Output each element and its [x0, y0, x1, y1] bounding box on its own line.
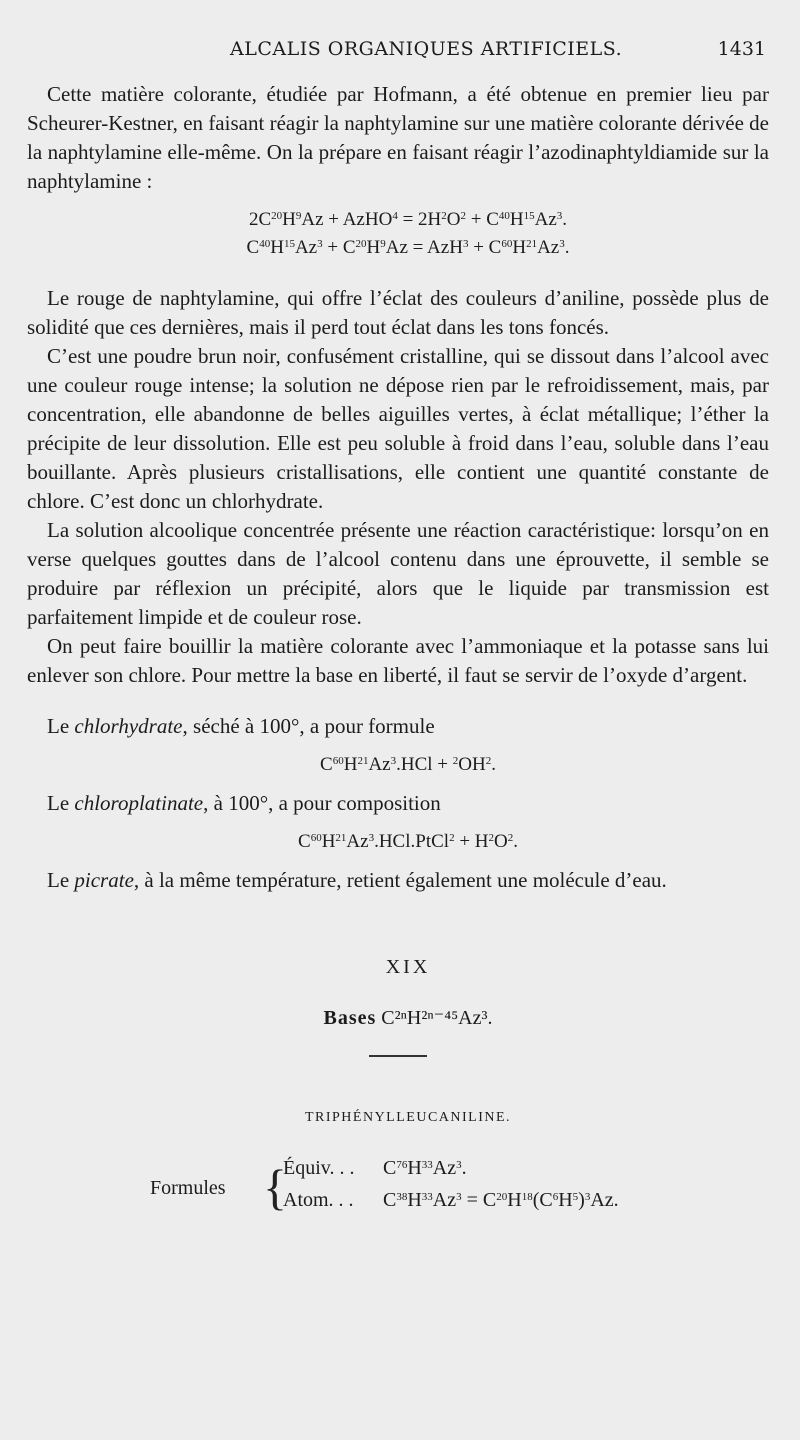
brace-icon: { [263, 1159, 287, 1215]
paragraph-3: C’est une poudre brun noir, confusément cristalline, qui se dissout dans l’alcool avec une couleur rouge intense; la solution ne dépose rien par le refroidissement, mais, par concentration, elle abandonne de belles aiguilles vertes, à éclat métallique; l’éther la précipite de leur dissolution. Elle est peu soluble à froid dans l’eau, soluble dans l’eau bouillante. Après plusieurs cristallisations, elle contient une quantité constante de chlore. C’est donc un chlorhydrate. [27, 344, 769, 513]
page-body [27, 80, 769, 1224]
term-chloroplatinate: chloroplatinate [74, 791, 204, 815]
section-title-bold: Bases [323, 1007, 377, 1029]
equation-1: $2C^{20}H^9Az$ + AzHO$^4$ = $2H^2O^2 + C^{40}H^{15}Az^3$. [248, 209, 568, 230]
formules-block [27, 1154, 769, 1224]
equation-2: $C^{40}H^{15}Az^3 + C^{20}H^9Az = AzH^3 + C^{60}H^{21}Az^3$. [246, 237, 570, 258]
formula-chlorhydrate: $C^{60}H^{21}Az^3.HCl + ^2OH^2$. [320, 754, 496, 775]
paragraph-picrate: Le picrate, à la même température, retient également une molécule d’eau. [47, 868, 667, 892]
paragraph-2: Le rouge de naphtylamine, qui offre l’éclat des couleurs d’aniline, possède plus de solidité que ces dernières, mais il perd tout éclat dans les tons foncés. [27, 286, 769, 339]
formula-row-equiv: Équiv. . . $C^{76}H^{33}Az^3$. [283, 1154, 467, 1183]
formula-chloroplatinate: $C^{60}H^{21}Az^3.HCl.PtCl^2 + H^2O^2$. [298, 831, 518, 852]
equiv-label: Équiv. . . [283, 1157, 355, 1179]
running-header [0, 38, 800, 68]
subheading: TRIPHÉNYLLEUCANILINE. [304, 1110, 512, 1125]
term-picrate: picrate [74, 868, 134, 892]
section-title-formula: C²ⁿH²ⁿ⁻⁴⁵Az³. [381, 1007, 493, 1029]
term-chlorhydrate: chlorhydrate [74, 714, 183, 738]
page-number: 1431 [717, 38, 766, 60]
paragraph-4: La solution alcoolique concentrée présente une réaction caractéristique: lorsqu’on en verse quelques gouttes dans de l’alcool contenu dans une éprouvette, il semble se produire par réflexion un précipité, alors que le liquide par transmission est parfaitement limpide et de couleur rose. [27, 518, 769, 629]
paragraph-chlorhydrate: Le chlorhydrate, séché à 100°, a pour formule [47, 714, 435, 738]
section-title [27, 1004, 769, 1033]
paragraph-5: On peut faire bouillir la matière colorante avec l’ammoniaque et la potasse sans lui enlever son chlore. Pour mettre la base en liberté, il faut se servir de l’oxyde d’argent. [27, 634, 769, 687]
formules-label: Formules [150, 1177, 226, 1199]
paragraph-chloroplatinate: Le chloroplatinate, à 100°, a pour composition [47, 791, 441, 815]
section-number: XIX [385, 956, 431, 978]
header-title: ALCALIS ORGANIQUES ARTIFICIELS. [230, 38, 623, 60]
formula-row-atom: Atom. . . $C^{38}H^{33}Az^3 = C^{20}H^{18}(C^6H^5)^3Az$. [283, 1186, 619, 1215]
paragraph-1: Cette matière colorante, étudiée par Hofmann, a été obtenue en premier lieu par Scheurer-Kestner, en faisant réagir la naphtylamine sur une matière colorante dérivée de la naphtylamine elle-même. On la prépare en faisant réagir l’azodinaphtyldiamide sur la naphtylamine : [27, 82, 769, 193]
atom-label: Atom. . . [283, 1189, 354, 1211]
